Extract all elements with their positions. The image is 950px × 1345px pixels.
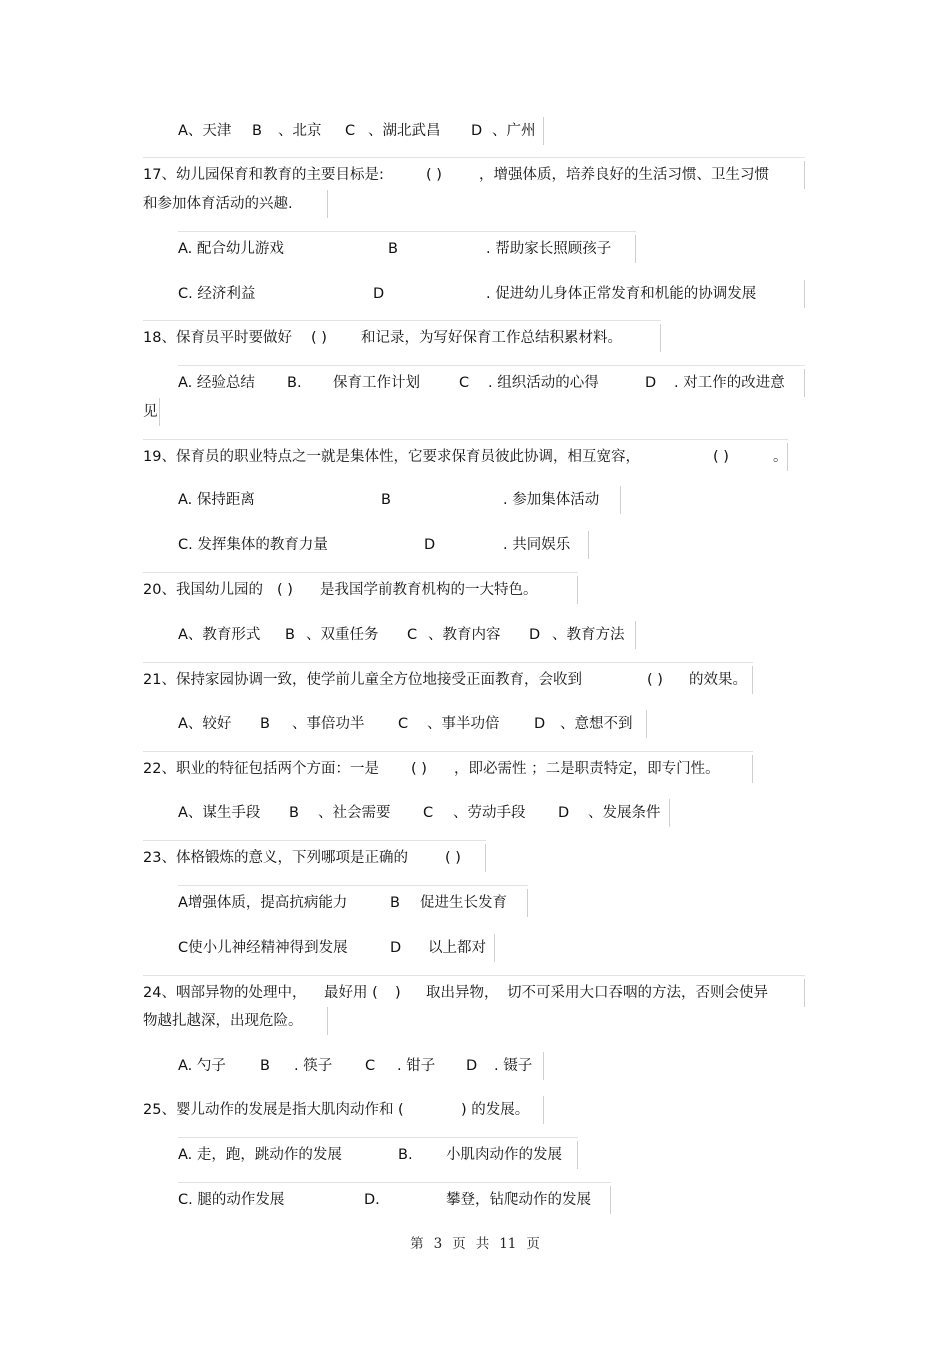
q23-option-c: C使小儿神经精神得到发展	[178, 940, 348, 956]
q20-stem-text: 20、我国幼儿园的	[143, 582, 263, 598]
q20-option-a: A、教育形式	[178, 627, 261, 643]
q22-blank: ( )	[411, 761, 427, 777]
q21-stem	[143, 668, 753, 692]
q23-stem-text: 23、体格锻炼的意义，下列哪项是正确的	[143, 850, 408, 866]
q25-label-b: B.	[398, 1147, 413, 1163]
q16-option-d: 、广州	[492, 123, 536, 139]
q23-option-a: A增强体质，提高抗病能力	[178, 895, 348, 911]
q25-option-b: 小肌肉动作的发展	[446, 1147, 562, 1163]
q19-label-d: D	[424, 537, 436, 553]
q20-stem	[143, 578, 578, 602]
page-footer	[0, 1232, 950, 1252]
q25-stem-text: 25、婴儿动作的发展是指大肌肉动作和 (	[143, 1102, 404, 1118]
q18-blank: ( )	[311, 330, 327, 346]
q23-option-b: 促进生长发育	[420, 895, 507, 911]
q19-stem-text: 19、保育员的职业特点之一就是集体性，它要求保育员彼此协调，相互宽容，	[143, 449, 640, 465]
q18-stem-rest: 和记录，为写好保育工作总结积累材料。	[361, 330, 622, 346]
q17-option-c: C. 经济利益	[178, 286, 256, 302]
q22-stem-rest: ，即必需性 ；二是职责特定，即专门性。	[454, 761, 720, 777]
q24-stem-text: 24、咽部异物的处理中，	[143, 985, 307, 1001]
q21-blank: ( )	[647, 672, 663, 688]
q22-options	[178, 801, 670, 825]
q17-option-b: . 帮助家长照顾孩子	[486, 241, 612, 257]
q23-option-d: 以上都对	[428, 940, 486, 956]
q25-option-c: C. 腿的动作发展	[178, 1192, 285, 1208]
q21-label-d: D	[534, 716, 546, 732]
q18-label-b: B.	[287, 375, 302, 391]
q20-label-c: C	[407, 627, 418, 643]
q21-option-b: 、事倍功半	[292, 716, 365, 732]
q22-option-c: 、劳动手段	[453, 805, 526, 821]
q23-label-d: D	[390, 940, 402, 956]
q23-label-b: B	[390, 895, 400, 911]
q22-label-d: D	[558, 805, 570, 821]
footer-total-pages: 11	[499, 1236, 517, 1252]
footer-prefix: 第	[410, 1236, 424, 1252]
footer-current-page: 3	[433, 1236, 443, 1252]
q17-option-d: . 促进幼儿身体正常发育和机能的协调发展	[486, 286, 757, 302]
q16-label-d: D	[471, 123, 483, 139]
q20-option-c: 、教育内容	[428, 627, 501, 643]
q25-stem	[143, 1098, 544, 1122]
q19-label-b: B	[381, 492, 391, 508]
q23-options-cd	[178, 936, 495, 960]
q18-stem-text: 18、保育员平时要做好	[143, 330, 292, 346]
q18-option-d-wrap: 见	[143, 404, 158, 420]
q19-option-d: . 共同娱乐	[503, 537, 571, 553]
q25-stem-rest: ) 的发展。	[461, 1102, 530, 1118]
q17-label-d: D	[373, 286, 385, 302]
q22-option-d: 、发展条件	[588, 805, 661, 821]
q17-stem	[143, 163, 805, 187]
q20-label-b: B	[285, 627, 295, 643]
q20-option-b: 、双重任务	[306, 627, 379, 643]
q17-options-cd	[178, 282, 805, 306]
q23-options-ab	[178, 891, 528, 915]
q19-options-cd	[178, 533, 589, 557]
q17-stem-line2: 和参加体育活动的兴趣.	[143, 196, 293, 212]
q18-option-c: . 组织活动的心得	[488, 375, 599, 391]
q24-label-b: B	[260, 1058, 270, 1074]
q25-label-d: D.	[364, 1192, 380, 1208]
q16-label-b: B	[252, 123, 262, 139]
q21-stem-rest: 的效果。	[689, 672, 747, 688]
q20-option-d: 、教育方法	[552, 627, 625, 643]
q19-stem-end: 。	[773, 449, 788, 465]
footer-total-suffix: 页	[526, 1236, 540, 1252]
q21-label-c: C	[398, 716, 409, 732]
q24-label-d: D	[466, 1058, 478, 1074]
q19-option-b: . 参加集体活动	[503, 492, 600, 508]
q22-option-b: 、社会需要	[318, 805, 391, 821]
footer-total-prefix: 共	[475, 1236, 490, 1252]
q24-stem-rest: 切不可采用大口吞咽的方法，否则会使异	[507, 985, 768, 1001]
q25-option-a: A. 走，跑，跳动作的发展	[178, 1147, 342, 1163]
q20-options	[178, 623, 636, 647]
q22-label-c: C	[423, 805, 434, 821]
q19-blank: ( )	[713, 449, 729, 465]
q16-option-b: 、北京	[278, 123, 322, 139]
q23-blank: ( )	[445, 850, 461, 866]
q19-options-ab	[178, 488, 621, 512]
q21-options	[178, 712, 647, 736]
q24-stem-line2: 物越扎越深，出现危险。	[143, 1013, 303, 1029]
q25-options-ab	[178, 1143, 578, 1167]
q17-stem-continued	[143, 192, 328, 216]
q18-options	[178, 371, 805, 395]
q18-option-wrap	[143, 400, 160, 424]
q20-blank: ( )	[277, 582, 293, 598]
q18-option-b: 保育工作计划	[333, 375, 420, 391]
q24-options	[178, 1054, 544, 1078]
q16-option-a: A、天津	[178, 123, 232, 139]
q18-label-c: C	[459, 375, 470, 391]
q19-option-c: C. 发挥集体的教育力量	[178, 537, 328, 553]
q25-option-d: 攀登，钻爬动作的发展	[446, 1192, 591, 1208]
q17-blank: ( )	[426, 167, 442, 183]
q24-blank-close: )	[395, 985, 401, 1001]
q17-label-b: B	[388, 241, 398, 257]
q22-stem-text: 22、职业的特征包括两个方面：一是	[143, 761, 379, 777]
q24-stem	[143, 981, 805, 1005]
q24-option-d: . 镊子	[494, 1058, 533, 1074]
q18-option-d: . 对工作的改进意	[674, 375, 785, 391]
footer-page-word: 页	[452, 1236, 466, 1252]
q24-label-c: C	[365, 1058, 376, 1074]
q20-label-d: D	[529, 627, 541, 643]
q21-option-c: 、事半功倍	[427, 716, 500, 732]
q21-stem-text: 21、保持家园协调一致，使学前儿童全方位地接受正面教育，会收到	[143, 672, 582, 688]
q18-option-a: A. 经验总结	[178, 375, 255, 391]
q22-label-b: B	[289, 805, 299, 821]
q24-stem-part3: 取出异物，	[426, 985, 499, 1001]
q24-option-b: . 筷子	[294, 1058, 333, 1074]
q17-options-ab	[178, 237, 636, 261]
q25-options-cd	[178, 1188, 611, 1212]
q24-option-a: A. 勺子	[178, 1058, 226, 1074]
q17-option-a: A. 配合幼儿游戏	[178, 241, 284, 257]
q22-option-a: A、谋生手段	[178, 805, 261, 821]
q19-option-a: A. 保持距离	[178, 492, 255, 508]
q16-option-c: 、湖北武昌	[368, 123, 441, 139]
q19-stem	[143, 445, 788, 469]
q16-label-c: C	[345, 123, 356, 139]
q21-option-a: A、较好	[178, 716, 232, 732]
q24-stem-continued	[143, 1009, 328, 1033]
q17-stem-text: 17、幼儿园保育和教育的主要目标是:	[143, 167, 384, 183]
q24-option-c: . 钳子	[397, 1058, 436, 1074]
q16-options	[178, 119, 544, 143]
q21-label-b: B	[260, 716, 270, 732]
q20-stem-rest: 是我国学前教育机构的一大特色。	[320, 582, 538, 598]
q17-stem-rest: ，增强体质，培养良好的生活习惯、卫生习惯	[479, 167, 769, 183]
q18-stem	[143, 326, 661, 350]
q22-stem	[143, 757, 753, 781]
q21-option-d: 、意想不到	[560, 716, 633, 732]
q24-stem-part2: 最好用 (	[324, 985, 378, 1001]
q23-stem	[143, 846, 486, 870]
q18-label-d: D	[645, 375, 657, 391]
